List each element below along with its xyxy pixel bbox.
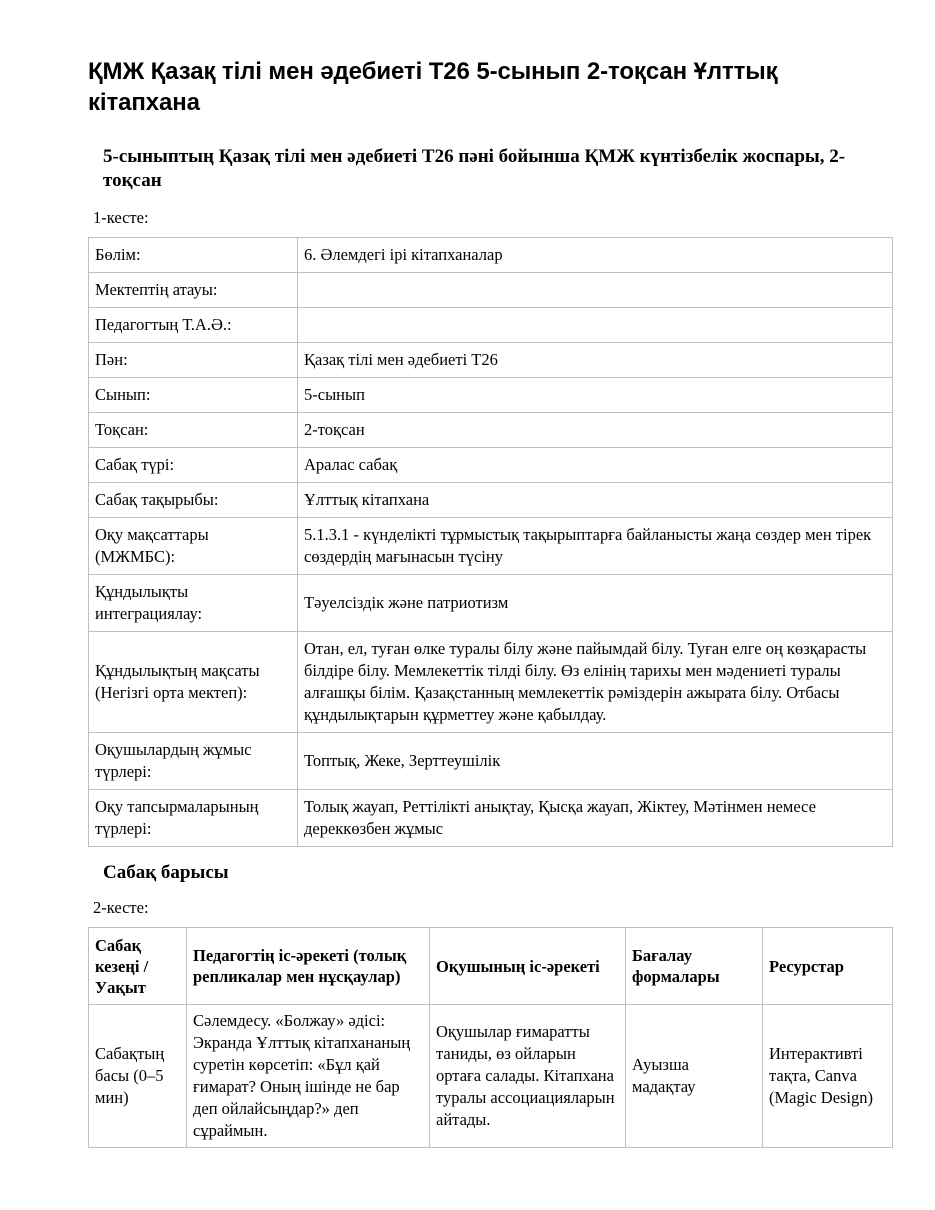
row-value [298, 308, 893, 343]
column-header: Оқушының іс-әрекеті [430, 928, 626, 1005]
row-value: Ұлттық кітапхана [298, 483, 893, 518]
table-row [89, 413, 893, 448]
table-row [89, 308, 893, 343]
table2-caption: 2-кесте: [93, 898, 149, 917]
lesson-flow-table [88, 927, 893, 1148]
row-value: 6. Әлемдегі ірі кітапханалар [298, 238, 893, 273]
column-header: Педагогтің іс-әрекеті (толық репликалар мен нұсқаулар) [187, 928, 430, 1005]
plan-subtitle: 5-сыныптың Қазақ тілі мен әдебиеті Т26 пәні бойынша ҚМЖ күнтізбелік жоспары, 2-тоқсан [103, 146, 846, 191]
row-label: Сабақ түрі: [89, 448, 298, 483]
table-row [89, 733, 893, 790]
lesson-info-table [88, 237, 893, 847]
table-header-row [89, 928, 893, 1005]
row-label: Оқу мақсаттары (МЖМБС): [89, 518, 298, 575]
table-row [89, 378, 893, 413]
row-label: Оқушылардың жұмыс түрлері: [89, 733, 298, 790]
row-value [298, 273, 893, 308]
row-label: Педагогтың Т.А.Ә.: [89, 308, 298, 343]
row-label: Сынып: [89, 378, 298, 413]
table-cell: Оқушылар ғимаратты таниды, өз ойларын ортаға салады. Кітапхана туралы ассоциацияларын айтады. [430, 1005, 626, 1148]
row-value: Тәуелсіздік және патриотизм [298, 575, 893, 632]
row-value: Толық жауап, Реттілікті анықтау, Қысқа жауап, Жіктеу, Мәтінмен немесе дереккөзбен жұмыс [298, 790, 893, 847]
row-label: Құндылықтың мақсаты (Негізгі орта мектеп): [89, 632, 298, 733]
table-row [89, 273, 893, 308]
row-value: Топтық, Жеке, Зерттеушілік [298, 733, 893, 790]
row-label: Тоқсан: [89, 413, 298, 448]
table-cell: Сабақтың басы (0–5 мин) [89, 1005, 187, 1148]
table-row [89, 483, 893, 518]
table-cell: Сәлемдесу. «Болжау» әдісі: Экранда Ұлттық кітапхананың суретін көрсетіп: «Бұл қай ғимарат? Оның ішінде не бар деп ойлайсыңдар?» деп сұраймын. [187, 1005, 430, 1148]
row-value: 5-сынып [298, 378, 893, 413]
row-value: Қазақ тілі мен әдебиеті Т26 [298, 343, 893, 378]
row-value: Отан, ел, туған өлке туралы білу және пайымдай білу. Туған елге оң көзқарасты білдіре білу. Мемлекеттік тілді білу. Өз елінің тарихы мен мәдениеті туралы алғашқы білім. Қазақстанның мемлекеттік рәміздерін ажырата білу. Отбасы құндылықтарын құрметтеу және қабылдау. [298, 632, 893, 733]
column-header: Сабақ кезеңі / Уақыт [89, 928, 187, 1005]
table-row [89, 238, 893, 273]
page-title: ҚМЖ Қазақ тілі мен әдебиеті Т26 5-сынып 2-тоқсан Ұлттық кітапхана [88, 58, 778, 116]
table-row [89, 632, 893, 733]
table-row [89, 575, 893, 632]
table-row [89, 448, 893, 483]
row-label: Мектептің атауы: [89, 273, 298, 308]
row-label: Сабақ тақырыбы: [89, 483, 298, 518]
column-header: Бағалау формалары [626, 928, 763, 1005]
column-header: Ресурстар [763, 928, 893, 1005]
row-value: 2-тоқсан [298, 413, 893, 448]
table-cell: Интерактивті тақта, Canva (Magic Design) [763, 1005, 893, 1148]
row-label: Пән: [89, 343, 298, 378]
table-row [89, 1005, 893, 1148]
row-value: Аралас сабақ [298, 448, 893, 483]
row-label: Құндылықты интеграциялау: [89, 575, 298, 632]
table-row [89, 518, 893, 575]
table-cell: Ауызша мадақтау [626, 1005, 763, 1148]
row-value: 5.1.3.1 - күнделікті тұрмыстық тақырыптарға байланысты жаңа сөздер мен тірек сөздердің мағынасын түсіну [298, 518, 893, 575]
row-label: Оқу тапсырмаларының түрлері: [89, 790, 298, 847]
table-row [89, 343, 893, 378]
row-label: Бөлім: [89, 238, 298, 273]
table-row [89, 790, 893, 847]
lesson-progress-heading: Сабақ барысы [103, 862, 229, 883]
table1-caption: 1-кесте: [93, 208, 149, 227]
